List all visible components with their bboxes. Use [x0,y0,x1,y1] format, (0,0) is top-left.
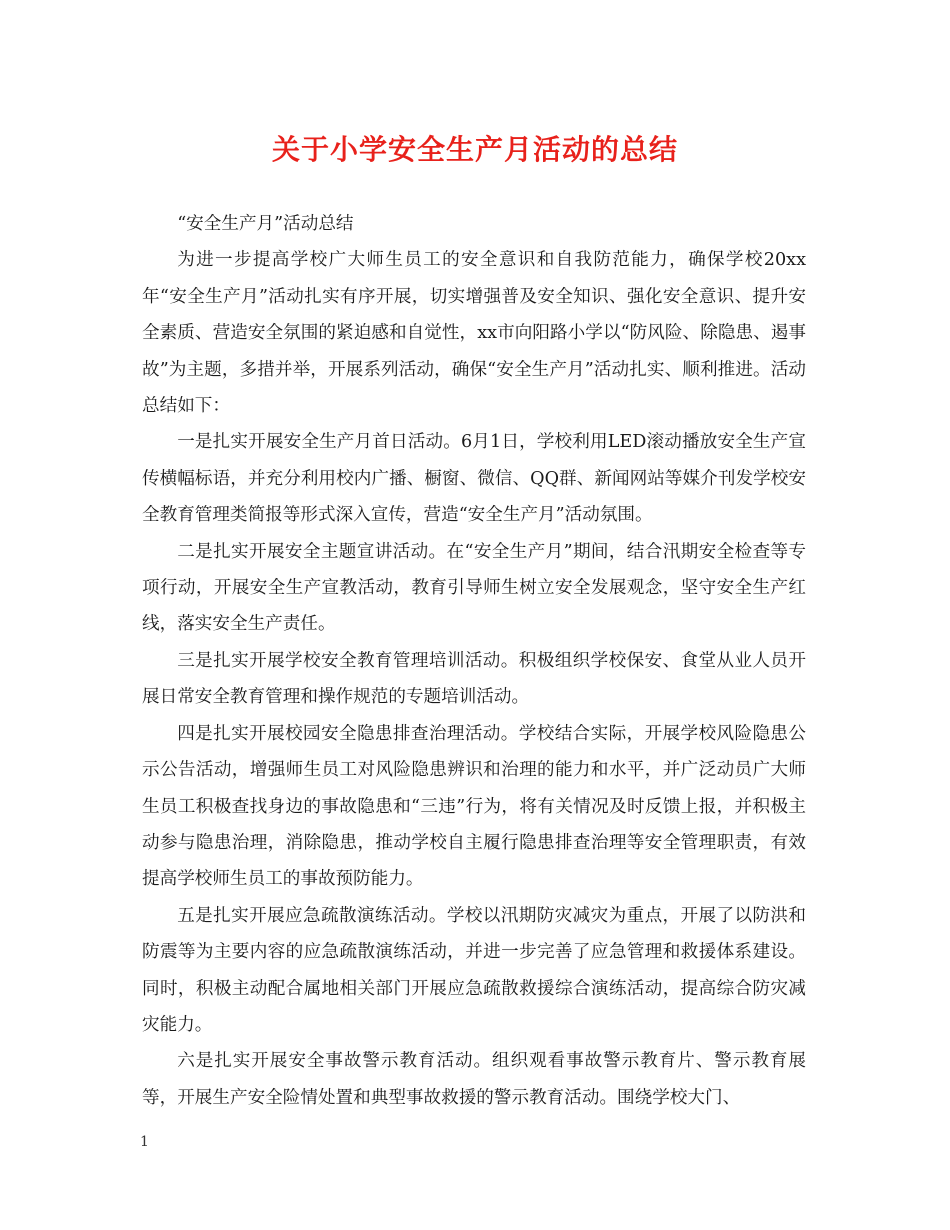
document-title: 关于小学安全生产月活动的总结 [271,133,678,166]
paragraph-item-1: 一是扎实开展安全生产月首日活动。6月1日，学校利用LED滚动播放安全生产宣传横幅标语，并充分利用校内广播、橱窗、微信、QQ群、新闻网站等媒介刊发学校安全教育管理类简报等形式深入宣传，营造“安全生产月”活动氛围。 [142,432,806,526]
paragraph-item-4: 四是扎实开展校园安全隐患排查治理活动。学校结合实际，开展学校风险隐患公示公告活动，增强师生员工对风险隐患辨识和治理的能力和水平，并广泛动员广大师生员工积极查找身边的事故隐患和“三违”行为，将有关情况及时反馈上报，并积极主动参与隐患治理，消除隐患，推动学校自主履行隐患排查治理等安全管理职责，有效提高学校师生员工的事故预防能力。 [142,723,806,890]
paragraph-intro: 为进一步提高学校广大师生员工的安全意识和自我防范能力，确保学校20xx年“安全生产月”活动扎实有序开展，切实增强普及安全知识、强化安全意识、提升安全素质、营造安全氛围的紧迫感和自觉性，xx市向阳路小学以“防风险、除隐患、遏事故”为主题，多措并举，开展系列活动，确保“安全生产月”活动扎实、顺利推进。活动总结如下： [142,250,806,417]
paragraph-item-3: 三是扎实开展学校安全教育管理培训活动。积极组织学校保安、食堂从业人员开展日常安全教育管理和操作规范的专题培训活动。 [142,650,806,708]
paragraph-item-5: 五是扎实开展应急疏散演练活动。学校以汛期防灾减灾为重点，开展了以防洪和防震等为主要内容的应急疏散演练活动，并进一步完善了应急管理和救援体系建设。同时，积极主动配合属地相关部门开展应急疏散救援综合演练活动，提高综合防灾减灾能力。 [142,905,806,1035]
document-body [142,206,806,1116]
page-number: 1 [140,1134,149,1150]
paragraph-item-6: 六是扎实开展安全事故警示教育活动。组织观看事故警示教育片、警示教育展等，开展生产安全险情处置和典型事故救援的警示教育活动。围绕学校大门、 [142,1051,806,1108]
paragraph-item-2: 二是扎实开展安全主题宣讲活动。在“安全生产月”期间，结合汛期安全检查等专项行动，开展安全生产宣教活动，教育引导师生树立安全发展观念，坚守安全生产红线，落实安全生产责任。 [142,541,806,635]
paragraph-subtitle: “安全生产月”活动总结 [177,214,354,234]
